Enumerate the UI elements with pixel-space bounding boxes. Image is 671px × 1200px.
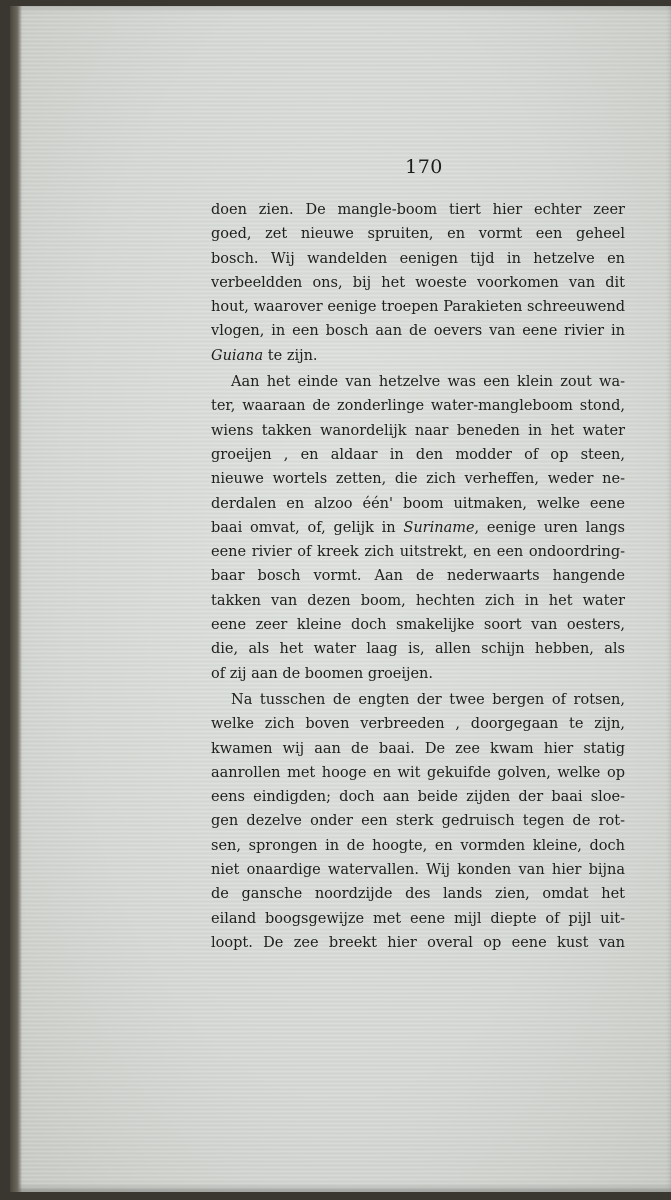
italic-place-name: Suriname: [403, 519, 475, 536]
text-line: eiland boogsgewijze met eene mijl diepte of pijl uit-: [211, 910, 625, 927]
text-line: niet onaardige watervallen. Wij konden van hier bijna: [211, 862, 625, 879]
text-line: doen zien. De mangle-boom tiert hier echter zeer: [211, 202, 625, 218]
text-line: eens eindigden; doch aan beide zijden der baai sloe-: [211, 789, 625, 806]
text-line: bosch. Wij wandelden eenigen tijd in hetzelve en: [211, 250, 625, 267]
text-line: de gansche noordzijde des lands zien, omdat het: [211, 886, 625, 903]
text-line: [211, 516, 625, 540]
text-line: hout, waarover eenige troepen Parakieten schreeuwend: [211, 299, 625, 316]
text-line: eene zeer kleine doch smakelijke soort van oesters,: [211, 617, 625, 634]
text-segment: te zijn.: [263, 347, 318, 364]
text-line: aanrollen met hooge en wit gekuifde golven, welke op: [211, 764, 625, 781]
text-line: verbeeldden ons, bij het woeste voorkomen van dit: [211, 274, 625, 291]
body-text: [211, 198, 625, 955]
text-line: gen dezelve onder een sterk gedruisch tegen de rot-: [211, 813, 625, 830]
text-line: baar bosch vormt. Aan de nederwaarts hangende: [211, 568, 625, 585]
text-line: kwamen wij aan de baai. De zee kwam hier statig: [211, 740, 625, 757]
text-line: ter, waaraan de zonderlinge water-mangleboom stond,: [211, 398, 625, 415]
text-line: groeijen , en aldaar in den modder of op steen,: [211, 446, 625, 463]
book-page: [10, 6, 671, 1192]
text-line: derdalen en alzoo één' boom uitmaken, welke eene: [211, 495, 625, 512]
text-line: of zij aan de boomen groeijen.: [211, 665, 434, 682]
text-line: sen, sprongen in de hoogte, en vormden kleine, doch: [211, 837, 625, 854]
text-line: Aan het einde van hetzelve was een klein zout wa-: [231, 374, 625, 391]
italic-place-name: Guiana: [211, 347, 264, 364]
page-gutter-shadow: [10, 6, 22, 1192]
text-line: welke zich boven verbreeden , doorgegaan te zijn,: [211, 716, 625, 733]
text-segment: , eenige uren langs: [474, 519, 625, 536]
text-line: nieuwe wortels zetten, die zich verheffen, weder ne-: [211, 471, 625, 488]
text-line: die, als het water laag is, allen schijn hebben, als: [211, 641, 625, 658]
text-line: eene rivier of kreek zich uitstrekt, en een ondoordring-: [211, 544, 625, 561]
page-number: 170: [405, 156, 443, 178]
text-segment: baai omvat, of, gelijk in: [211, 519, 404, 536]
text-line: goed, zet nieuwe spruiten, en vormt een geheel: [211, 226, 625, 243]
text-line: Na tusschen de engten der twee bergen of rotsen,: [231, 691, 625, 708]
text-line: wiens takken wanordelijk naar beneden in het water: [211, 422, 625, 439]
text-line: vlogen, in een bosch aan de oevers van eene rivier in: [211, 323, 625, 340]
text-line: loopt. De zee breekt hier overal op eene kust van: [211, 934, 625, 951]
text-line: [211, 344, 625, 368]
text-line: takken van dezen boom, hechten zich in het water: [211, 592, 625, 609]
